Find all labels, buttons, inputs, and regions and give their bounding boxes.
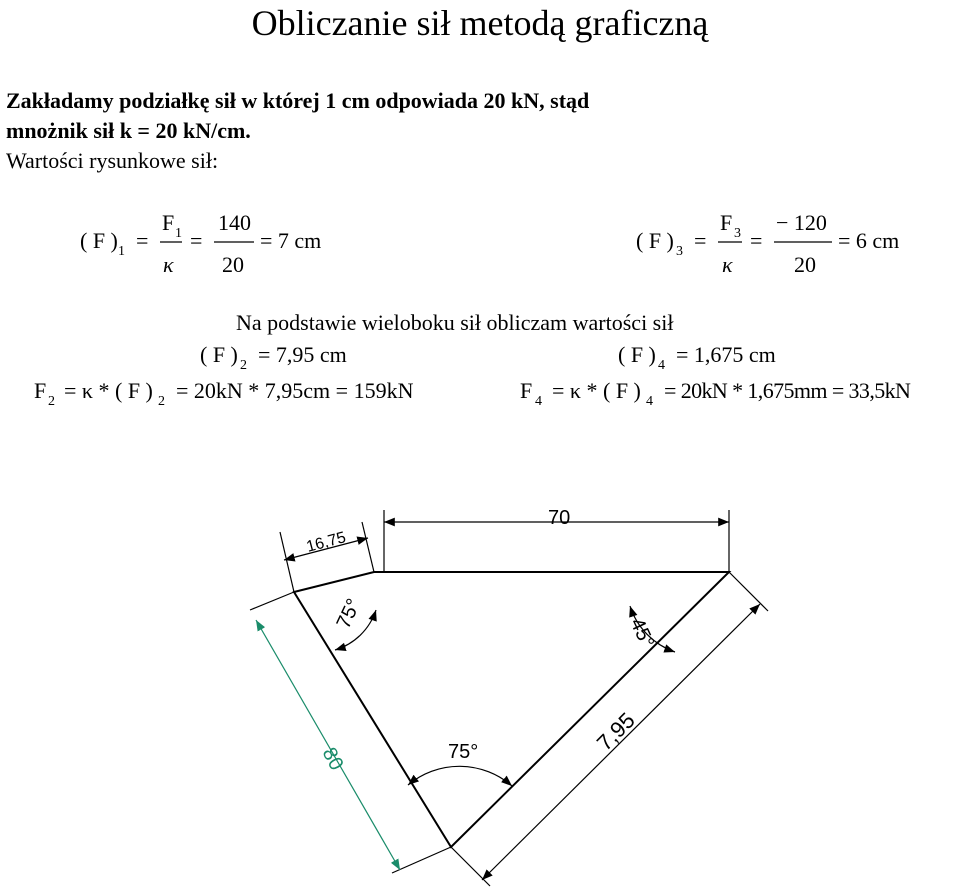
angle-label-bottom: 75° <box>448 741 479 763</box>
formula-3-n: − 120 <box>776 210 827 235</box>
dim-label-top: 70 <box>548 507 571 529</box>
page-title: Obliczanie sił metodą graficzną <box>251 3 709 43</box>
formula-3-d: 20 <box>794 252 816 277</box>
formula-1-n: 140 <box>218 210 251 235</box>
formula-3-den: κ <box>722 252 733 277</box>
intro-line-3: Wartości rysunkowe sił: <box>6 148 219 173</box>
formula-1-lhs: ( F ) <box>80 228 118 253</box>
formula-3-num: F <box>720 210 733 235</box>
f2-value-lhs: F <box>34 378 47 403</box>
ext-line-7 <box>729 572 768 611</box>
angle-label-left: 75° <box>332 595 366 633</box>
dim-line-left <box>256 620 400 870</box>
f2-drawing-lhs: ( F ) <box>200 342 238 367</box>
formula-3-eq1: = <box>694 228 707 253</box>
f2-value-sub2: 2 <box>158 394 165 409</box>
f4-value-lhs: F <box>520 378 533 403</box>
formula-1-eq1: = <box>136 228 149 253</box>
dim-label-right: 7,95 <box>591 707 640 756</box>
angle-arc-bottom <box>408 766 512 786</box>
ext-line-4 <box>280 532 294 592</box>
formula-1-sub: 1 <box>118 244 125 259</box>
formula-3-sub: 3 <box>676 244 683 259</box>
f4-value-rhs: = 20kN * 1,675mm = 33,5kN <box>664 378 911 403</box>
f4-drawing-rhs: = 1,675 cm <box>676 342 776 367</box>
ext-line-6 <box>392 847 451 873</box>
formula-1-result: = 7 cm <box>260 228 322 253</box>
angle-label-right: 45° <box>625 614 659 652</box>
dim-label-left-top: 16,75 <box>304 529 348 556</box>
formula-3-eq2: = <box>750 228 763 253</box>
f2-value-rhs: = 20kN * 7,95cm = 159kN <box>176 378 414 403</box>
f2-drawing-sub: 2 <box>240 358 247 373</box>
f4-value-sub: 4 <box>535 394 542 409</box>
formula-1-num-sub: 1 <box>175 226 182 241</box>
formula-1-den: κ <box>163 252 174 277</box>
formula-3-num-sub: 3 <box>734 226 741 241</box>
intro-line-1: Zakładamy podziałkę sił w której 1 cm odpowiada 20 kN, stąd <box>6 88 590 113</box>
ext-line-5 <box>250 592 294 610</box>
f4-value-mid: = κ * ( F ) <box>552 378 641 403</box>
ext-line-8 <box>451 847 490 886</box>
sentence: Na podstawie wieloboku sił obliczam wartości sił <box>236 310 674 335</box>
f4-value-sub2: 4 <box>646 394 653 409</box>
f2-value-sub: 2 <box>48 394 55 409</box>
dim-label-left: 80 <box>317 744 348 774</box>
f2-drawing-rhs: = 7,95 cm <box>258 342 347 367</box>
formula-1-d: 20 <box>222 252 244 277</box>
formula-3-lhs: ( F ) <box>636 228 674 253</box>
f2-value-mid: = κ * ( F ) <box>64 378 153 403</box>
formula-1-num: F <box>162 210 175 235</box>
intro-line-2: mnożnik sił k = 20 kN/cm. <box>6 118 251 143</box>
formula-1-eq2: = <box>190 228 203 253</box>
f4-drawing-lhs: ( F ) <box>618 342 656 367</box>
f4-drawing-sub: 4 <box>658 358 665 373</box>
formula-3-result: = 6 cm <box>838 228 900 253</box>
ext-line-3 <box>362 522 374 572</box>
